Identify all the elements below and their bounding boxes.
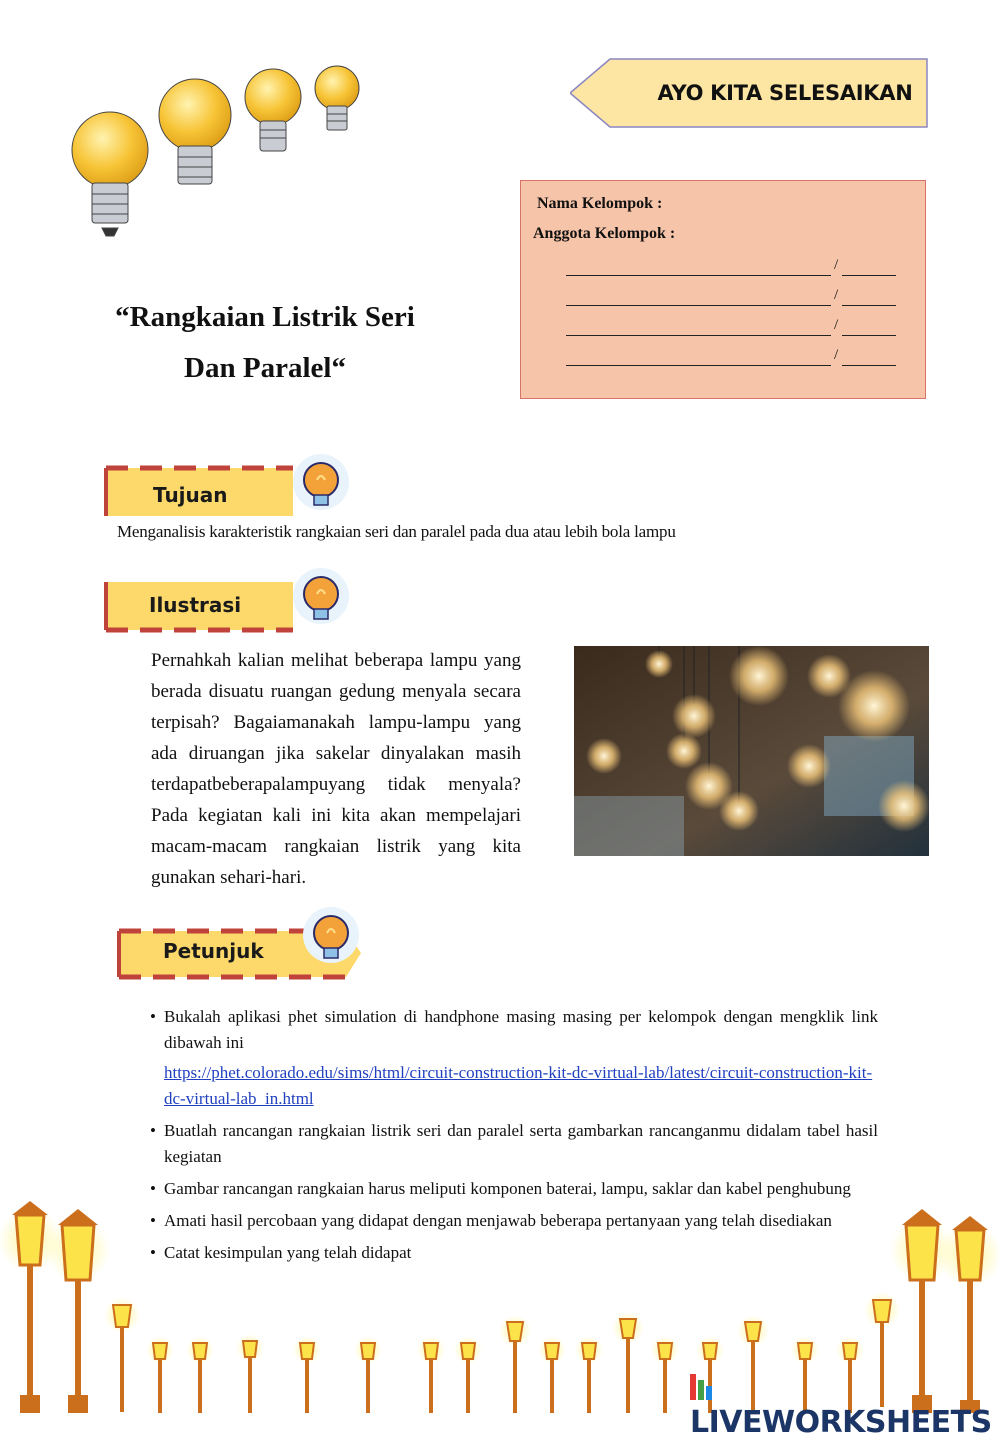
list-item: • Gambar rancangan rangkaian harus meliputi komponen baterai, lampu, saklar dan kabel penghubung [150,1176,878,1202]
list-item: • Bukalah aplikasi phet simulation di handphone masing masing per kelompok dengan mengklik link dibawah ini https://phet.colorado.edu/sims/html/circuit-construction-kit-dc-virtual-lab/latest/circuit-construction-kit-dc-virtual-lab_in.html [150,1004,878,1112]
member-line[interactable]: / [566,317,896,337]
list-item: • Buatlah rancangan rangkaian listrik seri dan paralel serta gambarkan rancanganmu didalam tabel hasil kegiatan [150,1118,878,1170]
bulb-icon [72,66,359,236]
group-name-label: Nama Kelompok : [537,195,663,212]
section-title-tujuan: Tujuan [153,483,228,507]
page-title [60,292,470,394]
member-line[interactable]: / [566,347,896,367]
member-line[interactable]: / [566,257,896,277]
list-item: • Amati hasil percobaan yang didapat dengan menjawab beberapa pertanyaan yang telah disediakan [150,1208,878,1234]
banner-title: AYO KITA SELESAIKAN [657,81,913,105]
tujuan-text: Menganalisis karakteristik rangkaian seri dan paralel pada dua atau lebih bola lampu [117,522,676,541]
section-header-ilustrasi [103,566,363,626]
hanging-bulbs-photo [574,646,929,856]
title-line-1: “Rangkaian Listrik Seri [115,301,415,333]
section-header-tujuan [103,452,363,512]
ilustrasi-text: Pernahkah kalian melihat beberapa lampu yang berada disuatu ruangan gedung menyala secara terpisah? Bagaiamanakah lampu-lampu yang ada diruangan jika sakelar dinyalakan masih terdapatbeberapalampuyang tidak menyala? Pada kegiatan kali ini kita akan mempelajari macam-macam rangkaian listrik yang kita gunakan sehari-hari. [151,650,521,888]
section-title-ilustrasi: Ilustrasi [149,593,242,617]
light-bulbs-illustration [55,55,375,250]
group-members-label: Anggota Kelompok : [533,225,676,242]
phet-link[interactable]: https://phet.colorado.edu/sims/html/circuit-construction-kit-dc-virtual-lab/latest/circuit-construction-kit-dc-virtual-lab_in.html [164,1063,873,1108]
section-title-petunjuk: Petunjuk [163,939,264,963]
member-line[interactable]: / [566,287,896,307]
group-info-box [520,180,926,399]
list-item: • Catat kesimpulan yang telah didapat [150,1240,878,1266]
liveworksheets-logo-icon [690,1374,712,1400]
title-line-2: Dan Paralel“ [184,352,346,384]
lightbulb-icon [293,568,349,624]
liveworksheets-logo [690,1370,999,1440]
logo-text: LIVEWORKSHEETS [690,1405,992,1440]
lightbulb-icon [293,454,349,510]
lightbulb-icon [303,907,359,963]
section-header-petunjuk [116,905,376,965]
